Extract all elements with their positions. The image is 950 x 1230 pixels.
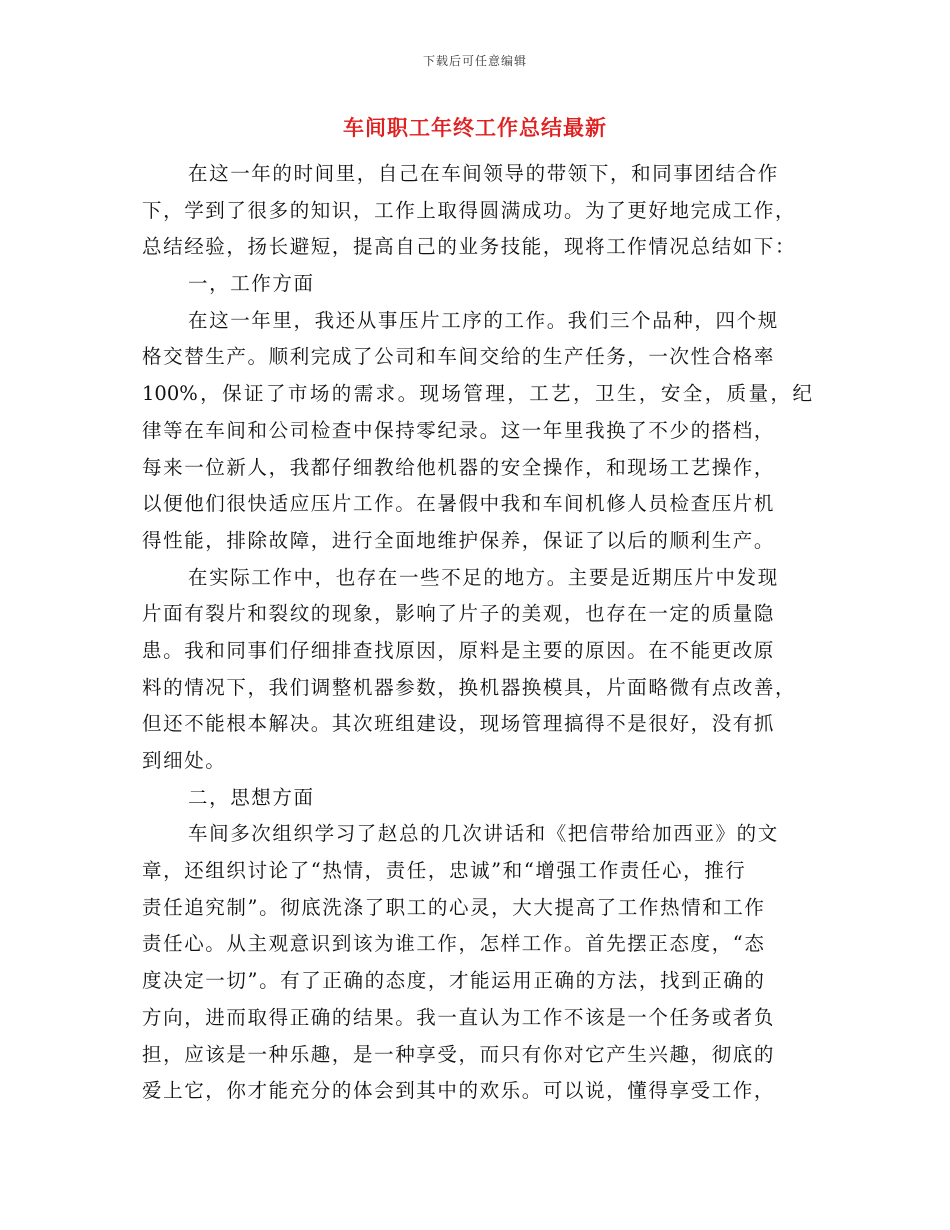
paragraph-line: 下，学到了很多的知识，工作上取得圆满成功。为了更好地完成工作，	[142, 198, 797, 222]
paragraph-line: 爱上它，你才能充分的体会到其中的欢乐。可以说，懂得享受工作，	[142, 1079, 776, 1103]
paragraph-line: 章，还组织讨论了“热情，责任，忠诚”和“增强工作责任心，推行	[142, 859, 747, 883]
paragraph-line: 100%，保证了市场的需求。现场管理，工艺，卫生，安全，质量，纪	[142, 382, 812, 406]
paragraph-line: 料的情况下，我们调整机器参数，换机器换模具，片面略微有点改善，	[142, 675, 797, 699]
paragraph-line: 责任追究制”。彻底洗涤了职工的心灵，大大提高了工作热情和工作	[142, 895, 766, 919]
paragraph-line: 担，应该是一种乐趣，是一种享受，而只有你对它产生兴趣，彻底的	[142, 1042, 776, 1066]
paragraph-line: 每来一位新人，我都仔细教给他机器的安全操作，和现场工艺操作，	[142, 455, 776, 479]
paragraph-line: 责任心。从主观意识到该为谁工作，怎样工作。首先摆正态度，“态	[142, 932, 766, 956]
paragraph-line: 以便他们很快适应压片工作。在暑假中我和车间机修人员检查压片机	[142, 492, 776, 516]
header-note: 下载后可任意编辑	[422, 54, 527, 68]
paragraph-line: 总结经验，扬长避短，提高自己的业务技能，现将工作情况总结如下：	[142, 235, 797, 259]
paragraph-line: 度决定一切”。有了正确的态度，才能运用正确的方法，找到正确的	[142, 969, 766, 993]
section-heading: 一，工作方面	[188, 272, 315, 296]
paragraph-line: 患。我和同事们仔细排查找原因，原料是主要的原因。在不能更改原	[142, 638, 776, 662]
paragraph-line: 得性能，排除故障，进行全面地维护保养，保证了以后的顺利生产。	[142, 528, 776, 552]
paragraph-line: 片面有裂片和裂纹的现象，影响了片子的美观，也存在一定的质量隐	[142, 602, 776, 626]
document-body	[142, 156, 812, 1110]
paragraph-line: 律等在车间和公司检查中保持零纪录。这一年里我换了不少的搭档，	[142, 418, 776, 442]
paragraph-line: 到细处。	[142, 749, 227, 772]
paragraph-line: 格交替生产。顺利完成了公司和车间交给的生产任务，一次性合格率	[142, 345, 776, 369]
paragraph-line: 在这一年的时间里，自己在车间领导的带领下，和同事团结合作	[188, 162, 779, 185]
paragraph-line: 车间多次组织学习了赵总的几次讲话和《把信带给加西亚》的文	[188, 822, 779, 846]
paragraph-line: 在实际工作中，也存在一些不足的地方。主要是近期压片中发现	[188, 565, 779, 589]
paragraph-line: 在这一年里，我还从事压片工序的工作。我们三个品种，四个规	[188, 308, 779, 332]
document-title: 车间职工年终工作总结最新	[343, 115, 607, 140]
paragraph-line: 但还不能根本解决。其次班组建设，现场管理搞得不是很好，没有抓	[142, 712, 776, 736]
section-heading: 二，思想方面	[188, 785, 315, 809]
paragraph-line: 方向，进而取得正确的结果。我一直认为工作不该是一个任务或者负	[142, 1005, 776, 1029]
